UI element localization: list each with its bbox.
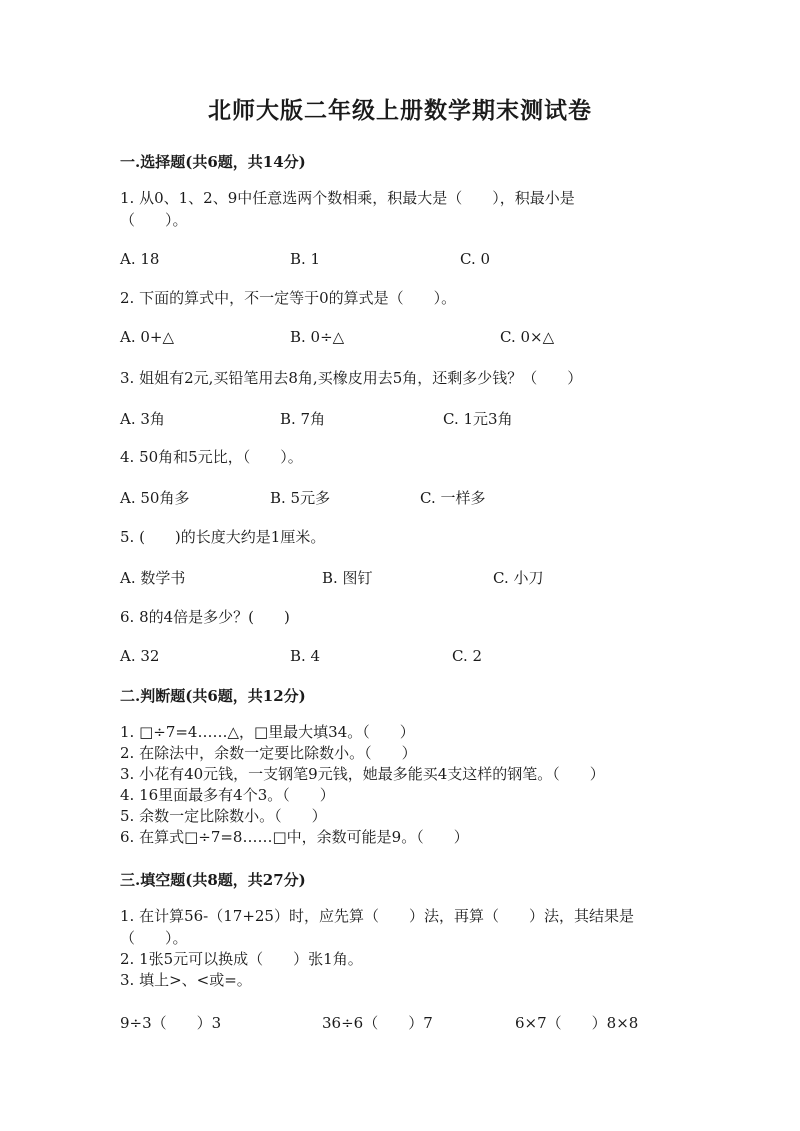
- question-6-option-c: C. 2: [452, 647, 483, 665]
- question-5-option-b: B. 图钉: [322, 569, 373, 587]
- question-1-option-c: C. 0: [460, 250, 491, 268]
- judge-item-4: 4. 16里面最多有4个3。（ ）: [120, 786, 335, 804]
- question-6-option-b: B. 4: [290, 647, 321, 665]
- question-3-option-b: B. 7角: [280, 410, 326, 428]
- compare-item-3: 6×7（ ）8×8: [515, 1014, 639, 1032]
- question-1-option-a: A. 18: [120, 250, 160, 268]
- question-1-text-cont: （ ）。: [120, 211, 188, 229]
- question-5-text: 5. ( )的长度大约是1厘米。: [120, 528, 326, 546]
- question-2-option-b: B. 0÷△: [290, 328, 345, 346]
- question-2-text: 2. 下面的算式中，不一定等于0的算式是（ ）。: [120, 289, 457, 307]
- judge-item-5: 5. 余数一定比除数小。（ ）: [120, 807, 327, 825]
- question-3-option-c: C. 1元3角: [443, 410, 513, 428]
- compare-item-1: 9÷3（ ）3: [120, 1014, 222, 1032]
- question-4-option-c: C. 一样多: [420, 489, 486, 507]
- judge-item-6: 6. 在算式□÷7=8……□中，余数可能是9。（ ）: [120, 828, 469, 846]
- section-heading-fill-blank: 三.填空题(共8题，共27分): [120, 871, 306, 889]
- section-heading-true-false: 二.判断题(共6题，共12分): [120, 687, 306, 705]
- question-5-option-c: C. 小刀: [493, 569, 544, 587]
- fill-question-2-text: 2. 1张5元可以换成（ ）张1角。: [120, 950, 363, 968]
- question-4-text: 4. 50角和5元比，（ ）。: [120, 448, 303, 466]
- question-3-option-a: A. 3角: [120, 410, 165, 428]
- page-title: 北师大版二年级上册数学期末测试卷: [208, 97, 592, 124]
- question-1-text: 1. 从0、1、2、9中任意选两个数相乘，积最大是（ ），积最小是: [120, 189, 575, 207]
- fill-question-1-text-cont: （ ）。: [120, 929, 188, 947]
- question-6-option-a: A. 32: [120, 647, 160, 665]
- question-6-text: 6. 8的4倍是多少？( ): [120, 608, 290, 626]
- section-heading-choice: 一.选择题(共6题，共14分): [120, 153, 306, 171]
- question-5-option-a: A. 数学书: [120, 569, 186, 587]
- fill-question-1-text: 1. 在计算56-（17+25）时，应先算（ ）法，再算（ ）法，其结果是: [120, 907, 634, 925]
- question-2-option-a: A. 0+△: [120, 328, 175, 346]
- question-3-text: 3. 姐姐有2元,买铅笔用去8角,买橡皮用去5角，还剩多少钱？（ ）: [120, 369, 583, 387]
- judge-item-1: 1. □÷7=4……△，□里最大填34。（ ）: [120, 723, 415, 741]
- fill-question-3-text: 3. 填上>、<或=。: [120, 971, 252, 989]
- compare-item-2: 36÷6（ ）7: [322, 1014, 433, 1032]
- question-4-option-b: B. 5元多: [270, 489, 331, 507]
- question-4-option-a: A. 50角多: [120, 489, 190, 507]
- judge-item-3: 3. 小花有40元钱，一支钢笔9元钱，她最多能买4支这样的钢笔。（ ）: [120, 765, 605, 783]
- judge-item-2: 2. 在除法中，余数一定要比除数小。（ ）: [120, 744, 417, 762]
- question-2-option-c: C. 0×△: [500, 328, 555, 346]
- question-1-option-b: B. 1: [290, 250, 321, 268]
